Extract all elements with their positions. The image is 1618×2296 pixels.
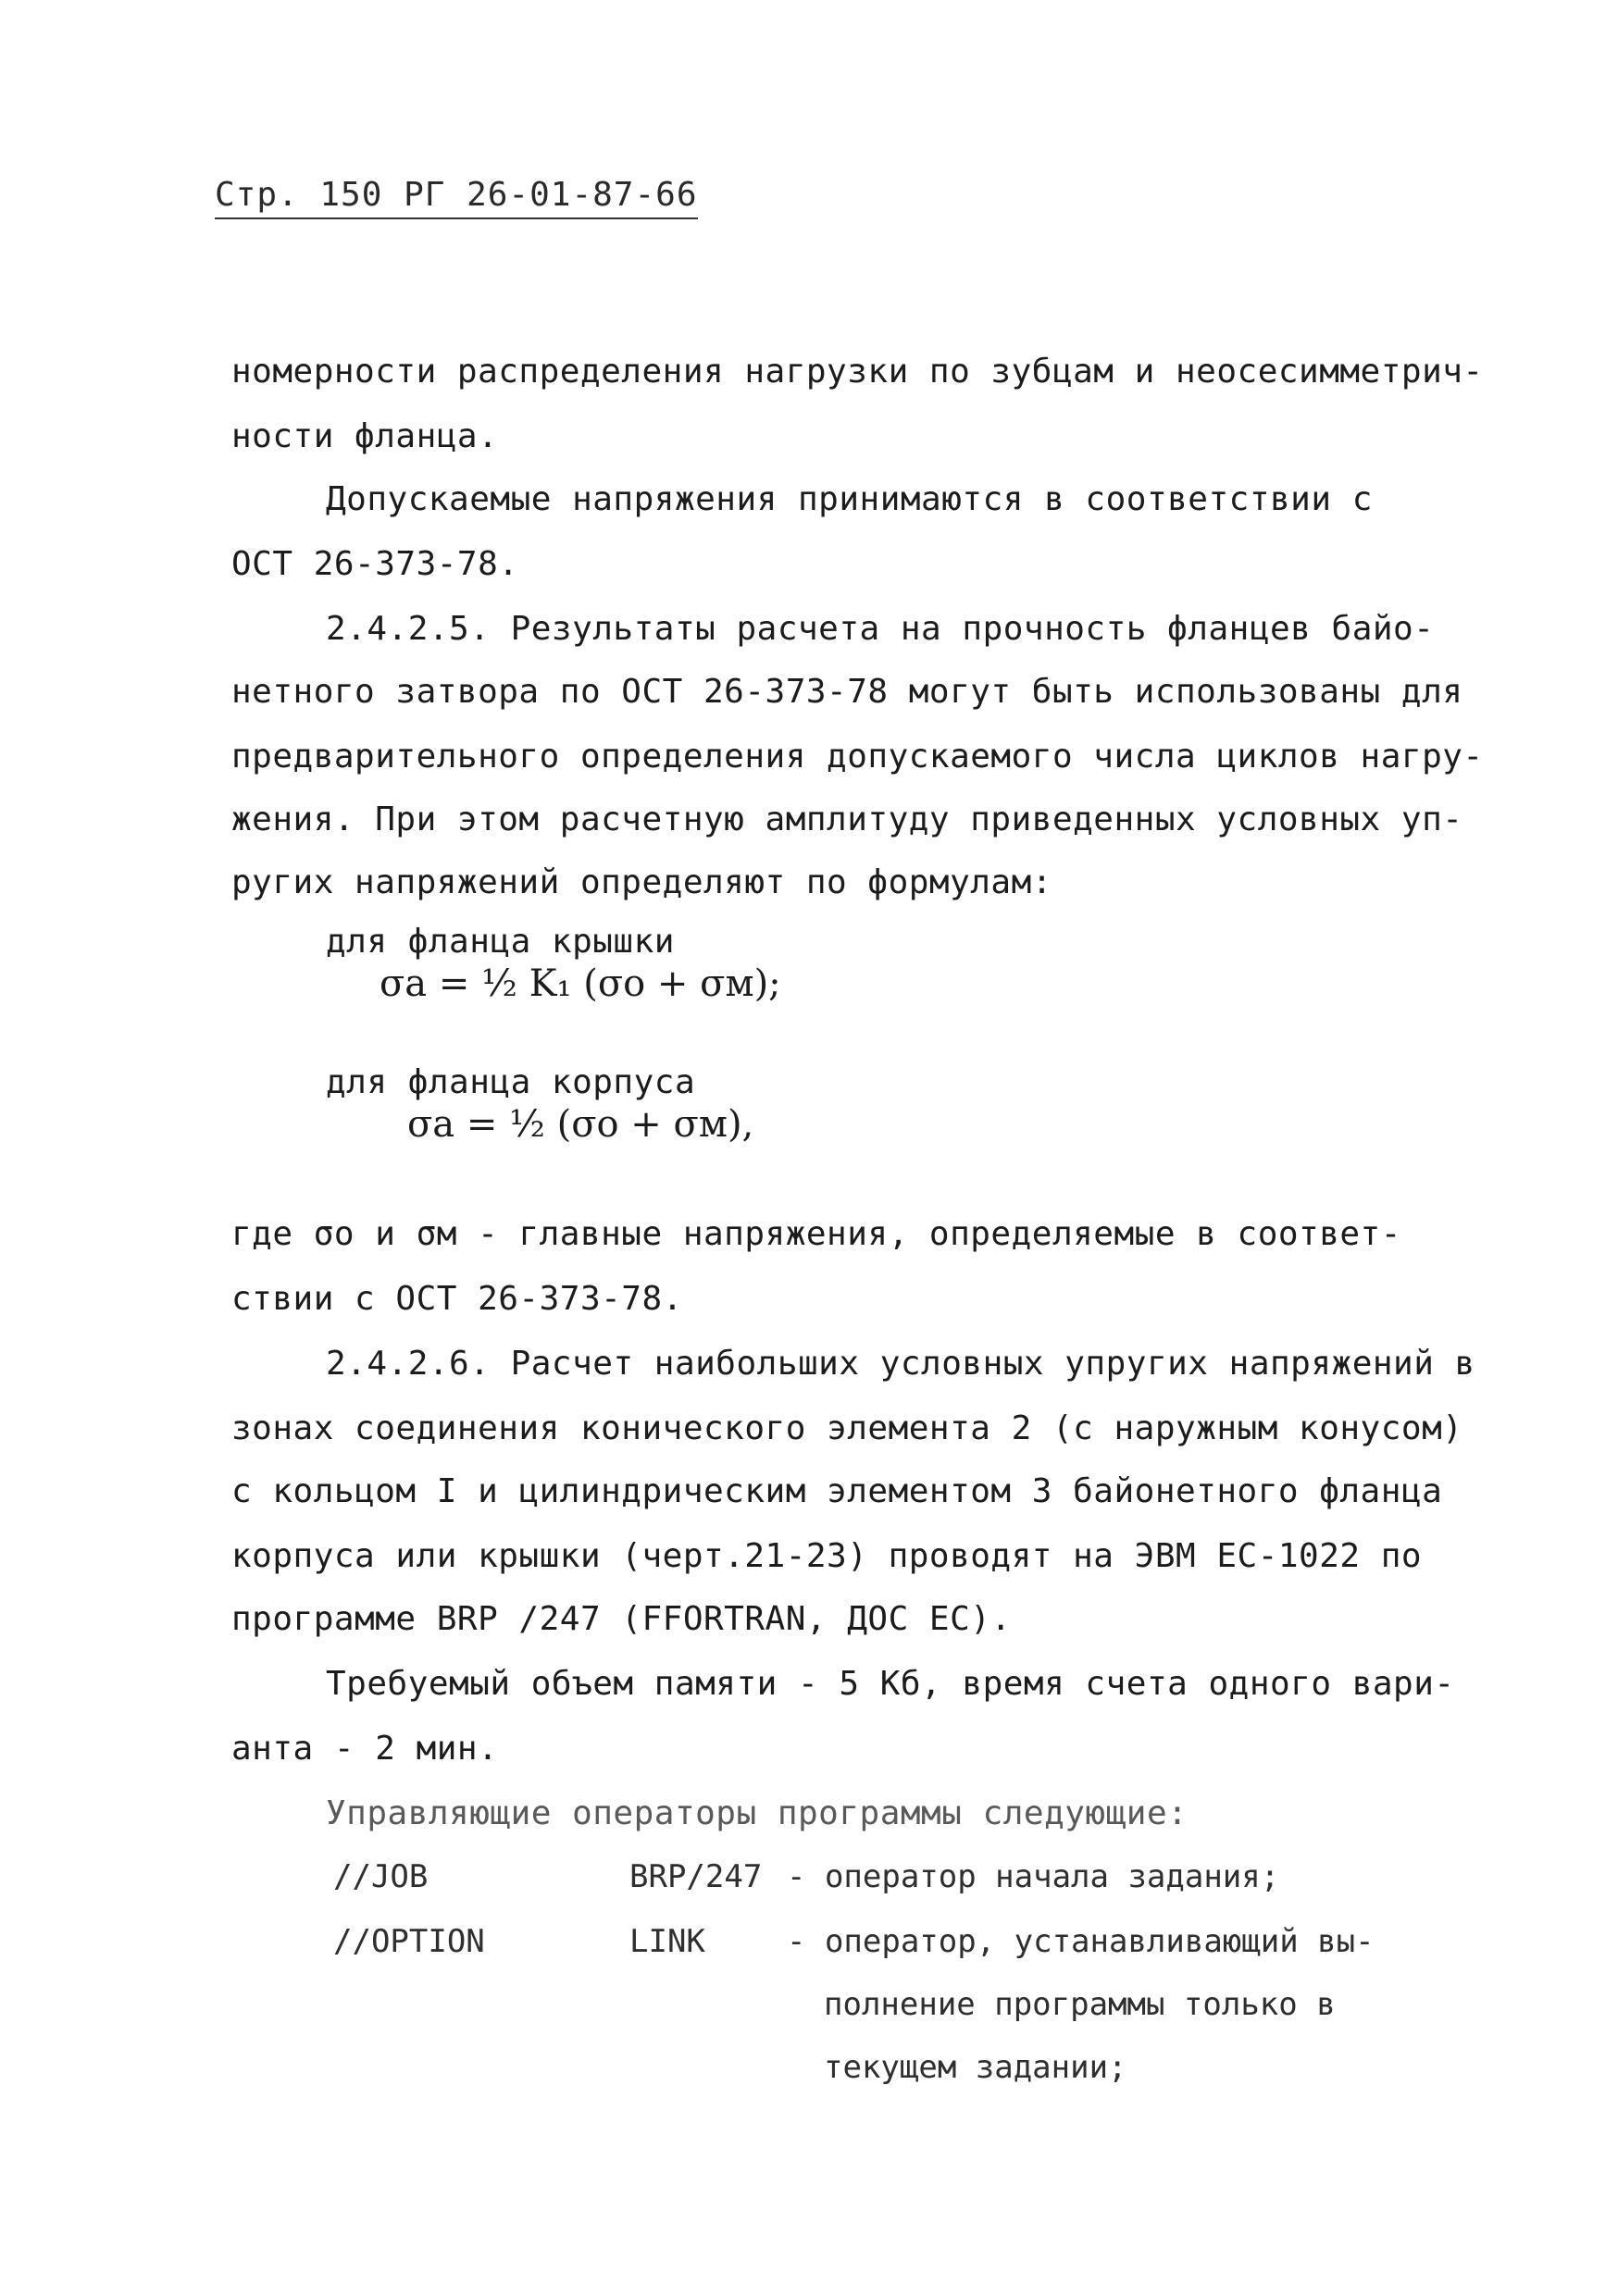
text-line: анта - 2 мин. — [231, 1730, 499, 1768]
operator-desc: - оператор начала задания; — [787, 1858, 1280, 1895]
operator-desc-cont: полнение программы только в — [824, 1986, 1336, 2023]
text-line: Управляющие операторы программы следующие: — [326, 1794, 1189, 1832]
formula-cover-flange: σa = ½ K₁ (σo + σм); — [380, 962, 781, 1005]
text-line: 2.4.2.5. Результаты расчета на прочность фланцев байо- — [326, 610, 1435, 648]
formula-caption: для фланца крышки — [326, 923, 675, 961]
operator-desc-cont: текущем задании; — [824, 2049, 1127, 2086]
text-line: программе BRP /247 (FFORTRAN, ДОС ЕС). — [231, 1600, 1012, 1638]
operator-desc: - оператор, устанавливающий вы- — [787, 1923, 1375, 1960]
formula-caption: для фланца корпуса — [326, 1063, 696, 1101]
text-line: где σo и σм - главные напряжения, определяемые в соответ- — [231, 1215, 1401, 1253]
text-line: номерности распределения нагрузки по зубцам и неосесимметрич- — [231, 353, 1484, 391]
text-line: ствии с ОСТ 26-373-78. — [231, 1280, 683, 1318]
text-line: жения. При этом расчетную амплитуду приведенных условных уп- — [231, 800, 1463, 838]
text-line: нетного затвора по ОСТ 26-373-78 могут быть использованы для — [231, 673, 1463, 711]
text-line: Допускаемые напряжения принимаются в соответствии с — [326, 480, 1373, 518]
text-line: ности фланца. — [231, 417, 499, 455]
text-line: предварительного определения допускаемого числа циклов нагру- — [231, 738, 1484, 776]
operator-arg: LINK — [629, 1923, 705, 1960]
text-line: ОСТ 26-373-78. — [231, 545, 519, 583]
page-header: Стр. 150 РГ 26-01-87-66 — [215, 176, 698, 219]
operator-name: //JOB — [333, 1858, 429, 1895]
text-line: корпуса или крышки (черт.21-23) проводят на ЭВМ ЕС-1022 по — [231, 1537, 1423, 1575]
text-line: зонах соединения конического элемента 2 (с наружным конусом) — [231, 1409, 1463, 1447]
formula-body-flange: σa = ½ (σo + σм), — [407, 1103, 754, 1146]
operator-name: //OPTION — [333, 1923, 485, 1960]
text-line: с кольцом I и цилиндрическим элементом 3 байонетного фланца — [231, 1472, 1443, 1510]
text-line: 2.4.2.6. Расчет наибольших условных упругих напряжений в — [326, 1345, 1475, 1383]
text-line: ругих напряжений определяют по формулам: — [231, 863, 1052, 901]
text-line: Требуемый объем памяти - 5 Кб, время счета одного вари- — [326, 1665, 1455, 1703]
operator-arg: BRP/247 — [629, 1858, 763, 1895]
